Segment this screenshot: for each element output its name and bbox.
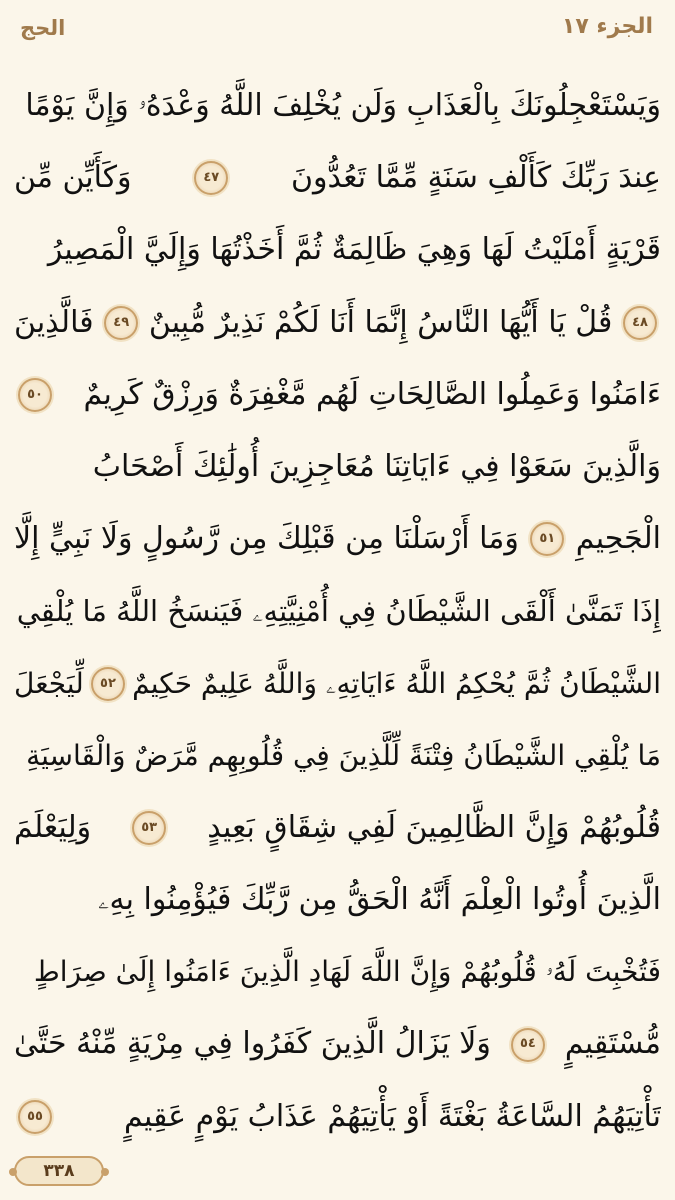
verse-line: [14, 648, 661, 720]
verse-line: [14, 792, 661, 864]
verse-text: الْجَحِيمِ: [575, 521, 661, 557]
ayah-number-marker: ٤٧: [194, 161, 228, 195]
verse-text: قَرْيَةٍ أَمْلَيْتُ لَهَا وَهِيَ ظَالِمَةٌ ثُمَّ أَخَذْتُهَا وَإِلَيَّ الْمَصِيرُ: [47, 232, 661, 268]
verse-text: تَأْتِيَهُمُ السَّاعَةُ بَغْتَةً أَوْ يَأْتِيَهُمْ عَذَابُ يَوْمٍ عَقِيمٍ: [123, 1098, 661, 1134]
verse-line: [14, 431, 661, 503]
verse-line: [14, 1081, 661, 1153]
verse-text: مُّسْتَقِيمٍ: [564, 1026, 661, 1062]
verse-text: وَمَا أَرْسَلْنَا مِن قَبْلِكَ مِن رَّسُولٍ وَلَا نَبِيٍّ إِلَّا: [14, 521, 519, 557]
verse-text: عِندَ رَبِّكَ كَأَلْفِ سَنَةٍ مِّمَّا تَعُدُّونَ: [290, 160, 661, 196]
page-number-badge: ٣٣٨: [14, 1156, 104, 1186]
ayah-number-marker: ٤٩: [104, 306, 138, 340]
verse-text: وَلَا يَزَالُ الَّذِينَ كَفَرُوا فِي مِرْيَةٍ مِّنْهُ حَتَّىٰ: [14, 1026, 491, 1062]
page-header: [0, 0, 675, 62]
verse-text: وَلِيَعْلَمَ: [14, 809, 92, 845]
verse-line: [14, 1008, 661, 1080]
verse-text: وَالَّذِينَ سَعَوْا فِي ءَايَاتِنَا مُعَاجِزِينَ أُولَٰئِكَ أَصْحَابُ: [92, 448, 661, 484]
verse-line: [14, 720, 661, 792]
verse-text: فَالَّذِينَ: [14, 304, 94, 340]
verse-line: [14, 503, 661, 575]
verse-text: إِذَا تَمَنَّىٰ أَلْقَى الشَّيْطَانُ فِي أُمْنِيَّتِهِۦ فَيَنسَخُ اللَّهُ مَا يُلْقِي: [16, 594, 661, 629]
page-footer: [14, 1156, 104, 1186]
verse-text: مَا يُلْقِي الشَّيْطَانُ فِتْنَةً لِّلَّذِينَ فِي قُلُوبِهِم مَّرَضٌ وَالْقَاسِيَةِ: [26, 738, 661, 772]
verse-text: ءَامَنُوا وَعَمِلُوا الصَّالِحَاتِ لَهُم مَّغْفِرَةٌ وَرِزْقٌ كَرِيمٌ: [83, 376, 661, 412]
ayah-number-marker: ٥٢: [91, 667, 125, 701]
verse-line: [14, 936, 661, 1008]
verse-line: [14, 142, 661, 214]
verse-text: الشَّيْطَانُ ثُمَّ يُحْكِمُ اللَّهُ ءَايَاتِهِۦ وَاللَّهُ عَلِيمٌ حَكِيمٌ: [132, 666, 661, 700]
quran-text-block: [14, 70, 661, 1153]
verse-line: [14, 214, 661, 286]
ayah-number-marker: ٥٥: [18, 1100, 52, 1134]
verse-text: الَّذِينَ أُوتُوا الْعِلْمَ أَنَّهُ الْحَقُّ مِن رَّبِّكَ فَيُؤْمِنُوا بِهِۦ: [98, 882, 661, 918]
ayah-number-marker: ٥١: [530, 522, 564, 556]
ayah-number-marker: ٤٨: [623, 306, 657, 340]
verse-text: وَكَأَيِّن مِّن: [14, 160, 132, 196]
ayah-number-marker: ٥٠: [18, 378, 52, 412]
verse-line: [14, 575, 661, 647]
verse-line: [14, 70, 661, 142]
juz-label: الجزء ١٧: [561, 14, 653, 39]
ayah-number-marker: ٥٤: [511, 1028, 545, 1062]
verse-text: لِّيَجْعَلَ: [14, 666, 84, 700]
verse-text: وَيَسْتَعْجِلُونَكَ بِالْعَذَابِ وَلَن يُخْلِفَ اللَّهُ وَعْدَهُۥ وَإِنَّ يَوْمًا: [25, 88, 661, 123]
verse-line: [14, 359, 661, 431]
verse-line: [14, 287, 661, 359]
surah-name: الحج: [20, 16, 66, 40]
verse-text: فَتُخْبِتَ لَهُۥ قُلُوبُهُمْ وَإِنَّ اللَّهَ لَهَادِ الَّذِينَ ءَامَنُوا إِلَىٰ صِرَاطٍ: [33, 955, 661, 989]
ayah-number-marker: ٥٣: [132, 811, 166, 845]
verse-line: [14, 864, 661, 936]
verse-text: قُلُوبُهُمْ وَإِنَّ الظَّالِمِينَ لَفِي شِقَاقٍ بَعِيدٍ: [207, 809, 661, 845]
verse-text: قُلْ يَا أَيُّهَا النَّاسُ إِنَّمَا أَنَا لَكُمْ نَذِيرٌ مُّبِينٌ: [148, 304, 613, 340]
